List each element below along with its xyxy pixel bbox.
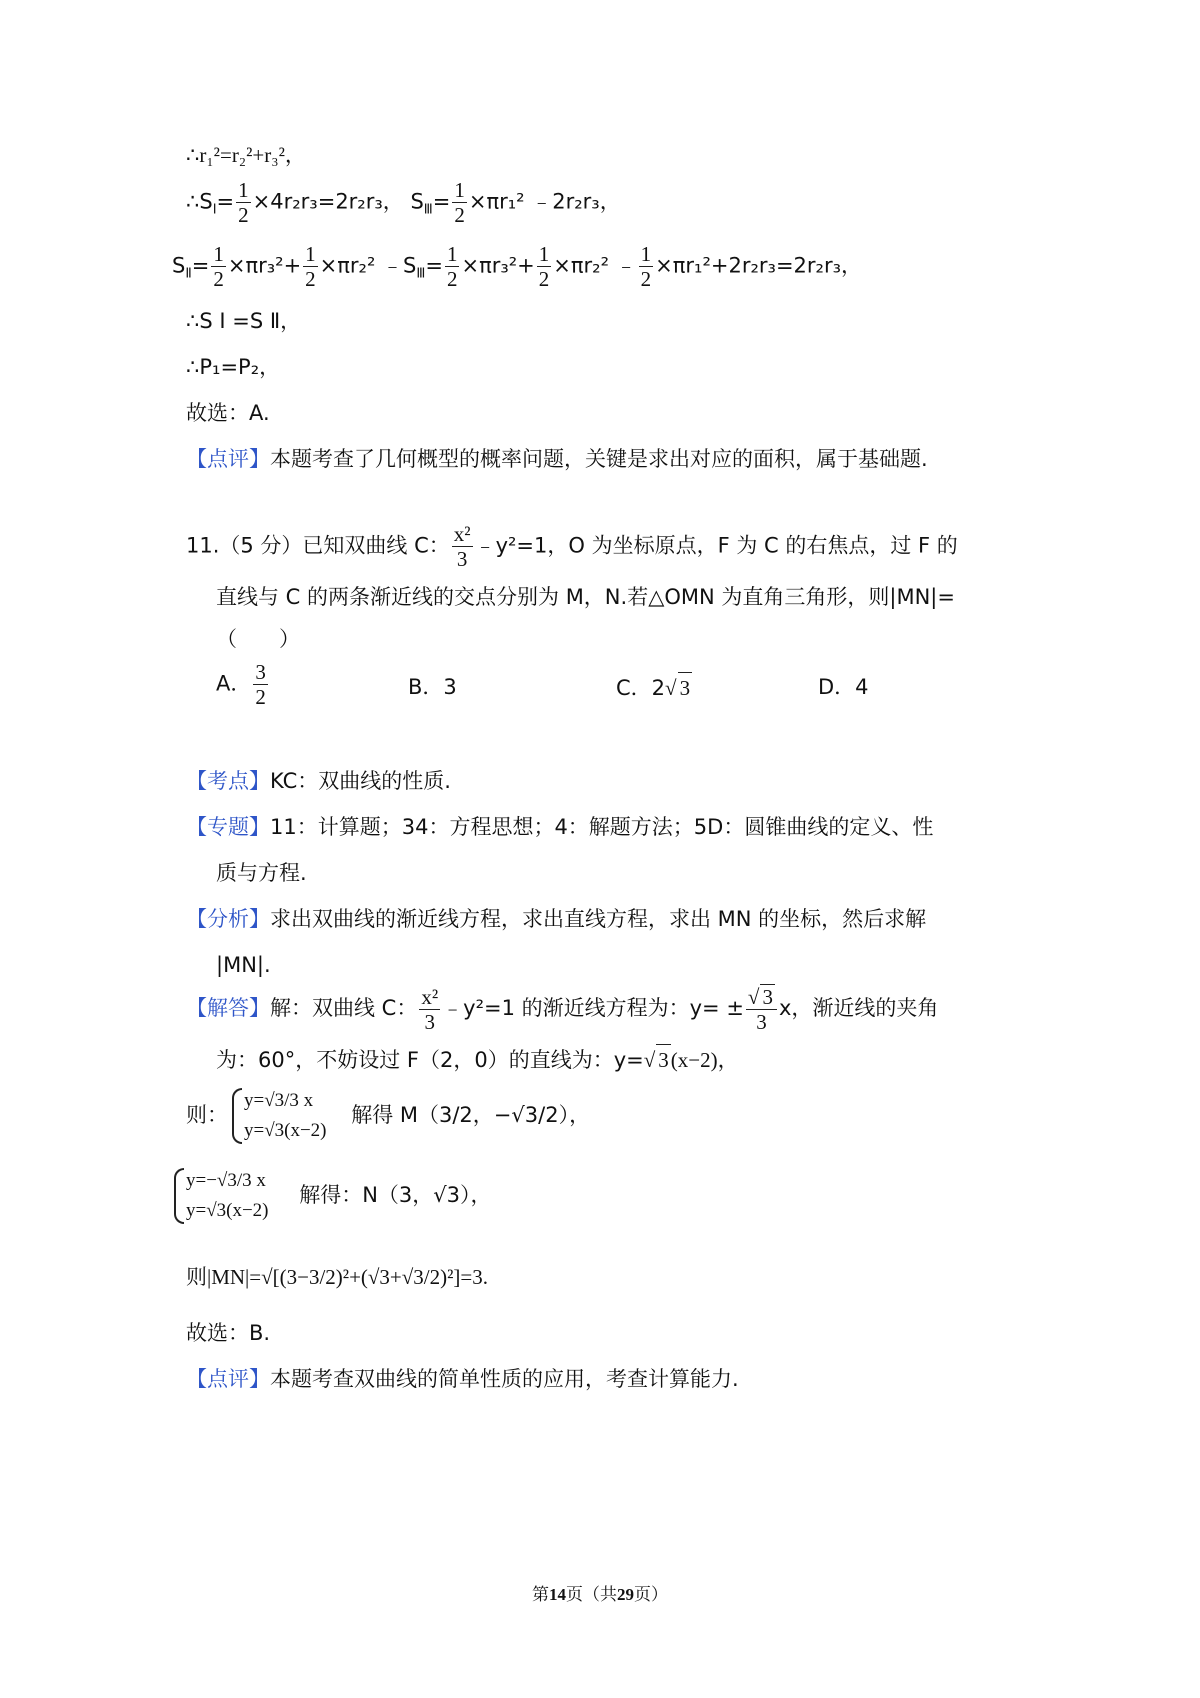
page-total: 29 — [617, 1585, 634, 1604]
review-tag: 【点评】 — [186, 447, 270, 471]
prev-line-2: $\therefore S_Ⅰ=$ $\frac{1}{2}$ ×4r₂r₃=2r₂r₃， $S_Ⅲ=$ $\frac{1}{2}$ ×πr₁² ﹣2r₂r₃， — [186, 178, 621, 227]
fraction-x2-over-3: $\frac{\text{x²}}{3}$ — [453, 522, 471, 571]
prev-line-1: ∴r₁²=r₂²+r₃²， — [186, 143, 306, 167]
prev-review: 【点评】本题考查了几何概型的概率问题，关键是求出对应的面积，属于基础题. — [186, 447, 928, 471]
fraction-half: $\frac{1}{2}$ — [238, 178, 249, 227]
review: 【点评】本题考查双曲线的简单性质的应用，考查计算能力. — [186, 1367, 739, 1391]
fenxi-line2: |MN|. — [216, 953, 271, 977]
q11-stem-line3: （ ） — [216, 627, 300, 651]
equation-system-brace: y=√3/3 x y=√3(x−2) — [228, 1086, 327, 1146]
system-2: y=−√3/3 x y=√3(x−2) 解得：N（3，√3）， — [170, 1166, 492, 1226]
jieda: 【解答】解：双曲线 C： $\frac{\text{x²}}{3}$ ﹣y²=1 的渐近线方程为：y= ± $\frac{√ 3}{3}$ x，渐近线的夹角 — [186, 984, 939, 1034]
page-number: 14 — [549, 1585, 566, 1604]
q11-stem-line2: 直线与 C 的两条渐近线的交点分别为 M，N.若△OMN 为直角三角形，则|MN|= — [216, 585, 955, 609]
zhuanti-line2: 质与方程. — [216, 861, 307, 885]
page-footer: 第14页（共29页） — [532, 1585, 668, 1604]
system-1: 则： y=√3/3 x y=√3(x−2) 解得 M（3/2，−√3/2）， — [186, 1086, 590, 1146]
fenxi: 【分析】求出双曲线的渐近线方程，求出直线方程，求出 MN 的坐标，然后求解 — [186, 907, 927, 931]
option-a: A． $\frac{3}{2}$ — [216, 660, 266, 709]
kaodian: 【考点】KC：双曲线的性质. — [186, 769, 451, 793]
jieda-line2: 为：60°，不妨设过 F（2，0）的直线为：y=√ 3(x−2)， — [216, 1044, 739, 1075]
mn-result: 则|MN|=√[(3−3/2)²+(√3+√3/2)²]=3. — [186, 1265, 489, 1289]
zhuanti: 【专题】11：计算题；34：方程思想；4：解题方法；5D：圆锥曲线的定义、性 — [186, 815, 934, 839]
prev-choice: 故选：A. — [186, 401, 270, 425]
equation-system-brace: y=−√3/3 x y=√3(x−2) — [170, 1166, 269, 1226]
q11-stem: 11.（5 分）已知双曲线 C： $\frac{\text{x²}}{3}$ ﹣y²=1，O 为坐标原点，F 为 C 的右焦点，过 F 的 — [186, 522, 958, 571]
fraction-half: $\frac{1}{2}$ — [454, 178, 465, 227]
option-b: B．3 — [408, 675, 457, 699]
prev-line-4: ∴S Ⅰ =S Ⅱ， — [186, 309, 302, 333]
choice: 故选：B. — [186, 1321, 271, 1345]
prev-line-5: ∴P₁=P₂， — [186, 355, 281, 379]
prev-line-3: $S_Ⅱ=$ $\frac{1}{2}$ ×πr₃²+ $\frac{1}{2}$ ×πr₂² $﹣S_Ⅲ=$ $\frac{1}{2}$ ×πr₃²+ $\frac{1}{2}$ ×πr₂² ﹣ $\frac{1}{2}$ ×πr₁²+2r₂r₃=2r₂r₃， — [172, 242, 863, 291]
option-c: C．2√ 3 — [616, 672, 692, 703]
option-d: D．4 — [818, 675, 869, 699]
